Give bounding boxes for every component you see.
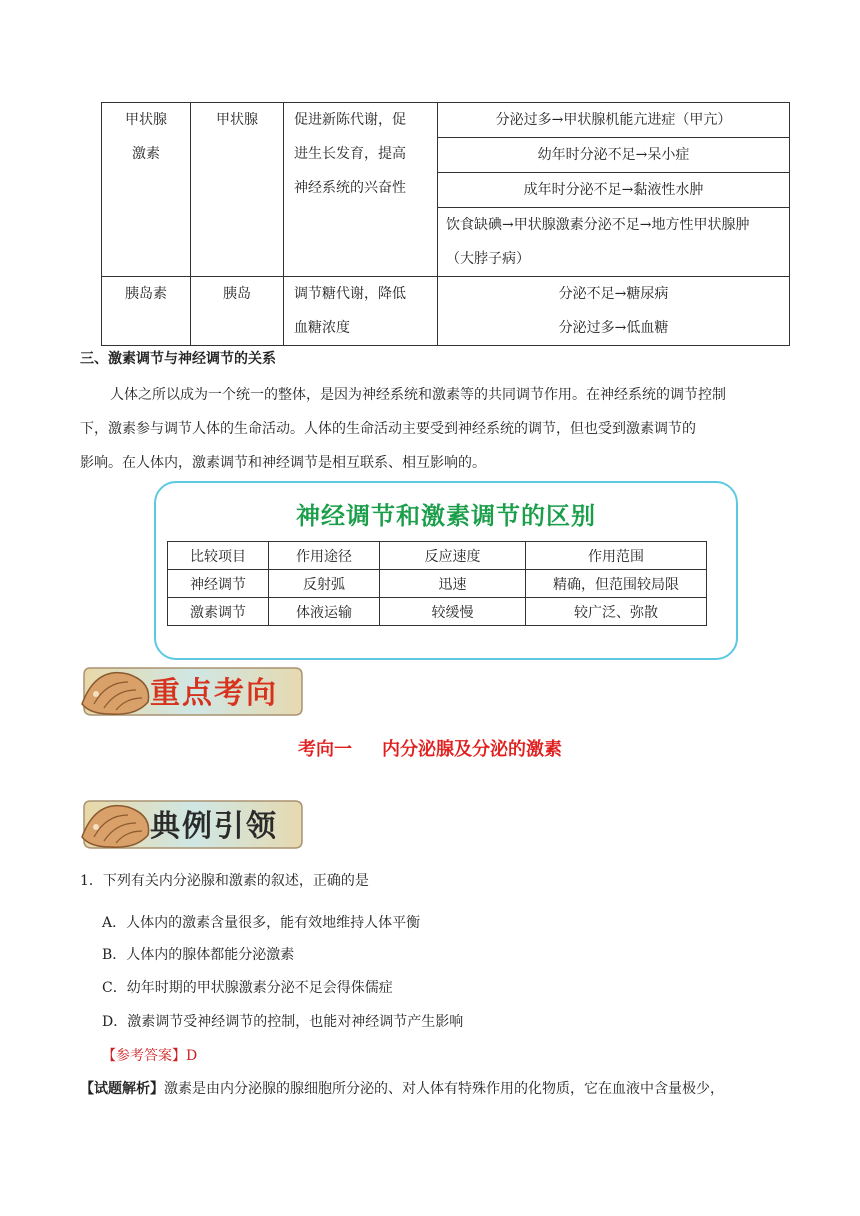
effect-line: 幼年时分泌不足→呆小症 [438, 138, 789, 173]
section-title: 三、激素调节与神经调节的关系 [80, 351, 276, 367]
table-cell: 较广泛、弥散 [526, 598, 707, 626]
key-direction-banner [80, 660, 305, 720]
paragraph: 人体之所以成为一个统一的整体，是因为神经系统和激素等的共同调节作用。在神经系统的调节控制 下，激素参与调节人体的生命活动。人体的生命活动主要受到神经系统的调节，但也受到激素调节的 影响。在人体内，激素调节和神经调节是相互联系、相互影响的。 [80, 387, 726, 471]
table-row [168, 598, 707, 626]
table-cell: 迅速 [380, 570, 526, 598]
effects-cell: 分泌不足→糖尿病 分泌过多→低血糖 [438, 277, 790, 346]
effect-line: 成年时分泌不足→黏液性水肿 [438, 173, 789, 208]
option-c: C．幼年时期的甲状腺激素分泌不足会得侏儒症 [102, 980, 393, 996]
reference-answer: 【参考答案】D [102, 1048, 198, 1064]
comparison-title: 神经调节和激素调节的区别 [296, 501, 596, 530]
table-cell: 激素调节 [168, 598, 269, 626]
direction-label: 考向一 [298, 739, 352, 760]
table-row [168, 570, 707, 598]
direction-title: 内分泌腺及分泌的激素 [382, 739, 562, 760]
shell-icon [76, 797, 154, 852]
table-cell: 体液运输 [269, 598, 380, 626]
direction-heading [0, 735, 860, 761]
example-banner [80, 793, 305, 853]
header-cell: 比较项目 [168, 542, 269, 570]
effect-line: 分泌过多→甲状腺机能亢进症（甲亢） [438, 103, 789, 138]
hormone-name-cell: 胰岛素 [102, 277, 191, 346]
comparison-box [154, 481, 738, 660]
analysis [80, 1078, 800, 1098]
table-header-row [168, 542, 707, 570]
table-cell: 精确，但范围较局限 [526, 570, 707, 598]
banner-title: 典例引领 [150, 809, 278, 844]
gland-cell: 胰岛 [191, 277, 284, 346]
header-cell: 反应速度 [380, 542, 526, 570]
analysis-tag: 【试题解析】 [80, 1081, 164, 1097]
option-d: D．激素调节受神经调节的控制，也能对神经调节产生影响 [102, 1014, 464, 1030]
option-b: B．人体内的腺体都能分泌激素 [102, 947, 295, 963]
table-cell: 神经调节 [168, 570, 269, 598]
question-stem: 1．下列有关内分泌腺和激素的叙述，正确的是 [80, 873, 369, 889]
option-a: A．人体内的激素含量很多，能有效地维持人体平衡 [102, 915, 421, 931]
function-cell: 调节糖代谢，降低 血糖浓度 [284, 277, 438, 346]
table-row [102, 103, 790, 277]
effect-line: 饮食缺碘→甲状腺激素分泌不足→地方性甲状腺肿 （大脖子病） [446, 217, 750, 267]
gland-cell: 甲状腺 [191, 103, 284, 277]
effects-cell [438, 103, 790, 277]
analysis-text: 激素是由内分泌腺的腺细胞所分泌的、对人体有特殊作用的化物质，它在血液中含量极少， [164, 1081, 724, 1097]
header-cell: 作用范围 [526, 542, 707, 570]
function-cell: 促进新陈代谢，促 进生长发育，提高 神经系统的兴奋性 [284, 103, 438, 277]
hormone-name-cell: 甲状腺 激素 [102, 103, 191, 277]
comparison-table [167, 541, 707, 626]
table-cell: 较缓慢 [380, 598, 526, 626]
table-row [102, 277, 790, 346]
shell-icon [76, 664, 154, 719]
banner-title: 重点考向 [150, 676, 278, 711]
table-cell: 反射弧 [269, 570, 380, 598]
hormone-table [101, 102, 790, 346]
header-cell: 作用途径 [269, 542, 380, 570]
